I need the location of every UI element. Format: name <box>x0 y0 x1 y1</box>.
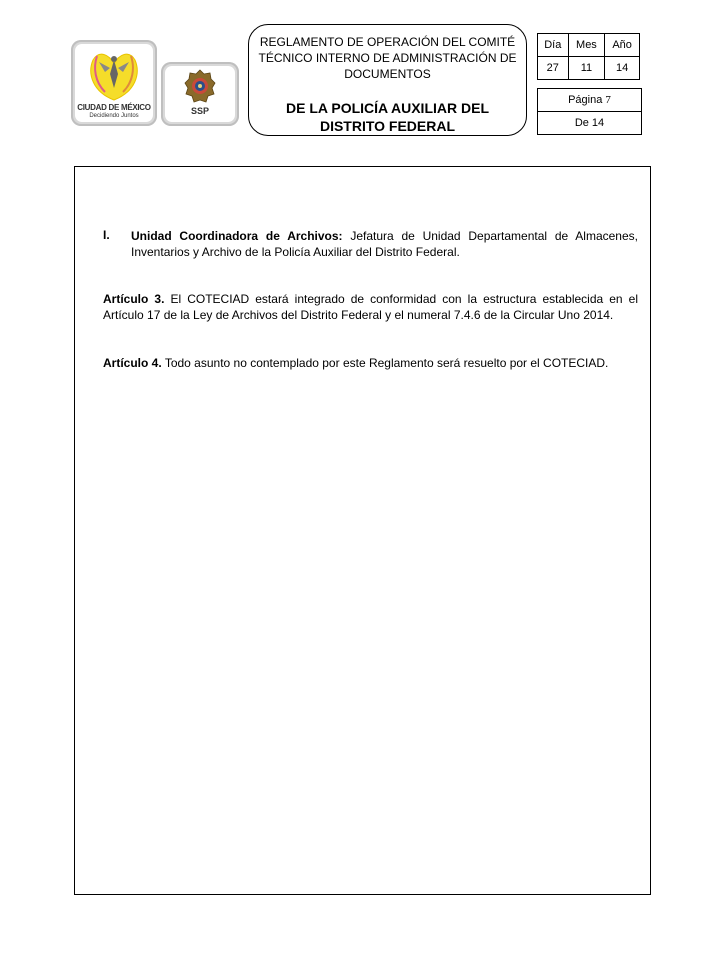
article-3-heading: Artículo 3. <box>103 292 165 306</box>
month-value: 11 <box>568 57 605 80</box>
content-frame <box>74 166 651 895</box>
angel-emblem-icon <box>83 48 145 104</box>
page-label: Página <box>568 94 603 106</box>
article-4-paragraph <box>103 355 638 371</box>
cdmx-logo <box>71 40 157 126</box>
page-number-box <box>537 88 642 135</box>
year-label: Año <box>605 34 640 57</box>
item-paragraph <box>131 228 638 260</box>
day-value: 27 <box>538 57 569 80</box>
ssp-logo-name: SSP <box>190 106 209 116</box>
document-subtitle: DE LA POLICÍA AUXILIAR DEL DISTRITO FEDERAL <box>286 100 489 134</box>
page-total: De 14 <box>574 117 605 129</box>
ssp-logo <box>161 62 239 126</box>
article-3-paragraph <box>103 291 638 323</box>
article-3-text: El COTECIAD estará integrado de conformidad con la estructura establecida en el Artículo 17 de la Ley de Archivos del Distrito Federal y el numeral 7.4.6 de la Circular Uno 2014. <box>103 292 638 322</box>
cdmx-logo-name: CIUDAD DE MÉXICO <box>77 103 151 112</box>
day-label: Día <box>538 34 569 57</box>
item-heading: Unidad Coordinadora de Archivos: <box>131 229 343 243</box>
item-number: I. <box>103 228 110 242</box>
page-indicator <box>538 89 641 112</box>
page-number: 7 <box>605 94 611 106</box>
article-4-heading: Artículo 4. <box>103 356 162 370</box>
item-text: Jefatura de Unidad Departamental de Almacenes, Inventarios y Archivo de la Policía Auxiliar del Distrito Federal. <box>131 229 638 259</box>
cdmx-logo-tagline: Decidiendo Juntos <box>89 113 139 119</box>
article-4-text: Todo asunto no contemplado por este Reglamento será resuelto por el COTECIAD. <box>164 356 609 370</box>
police-badge-icon <box>184 69 216 105</box>
document-title-box <box>248 24 527 136</box>
document-title: REGLAMENTO DE OPERACIÓN DEL COMITÉ TÉCNICO INTERNO DE ADMINISTRACIÓN DE DOCUMENTOS <box>258 35 517 81</box>
month-label: Mes <box>568 34 605 57</box>
year-value: 14 <box>605 57 640 80</box>
date-table <box>537 33 640 80</box>
